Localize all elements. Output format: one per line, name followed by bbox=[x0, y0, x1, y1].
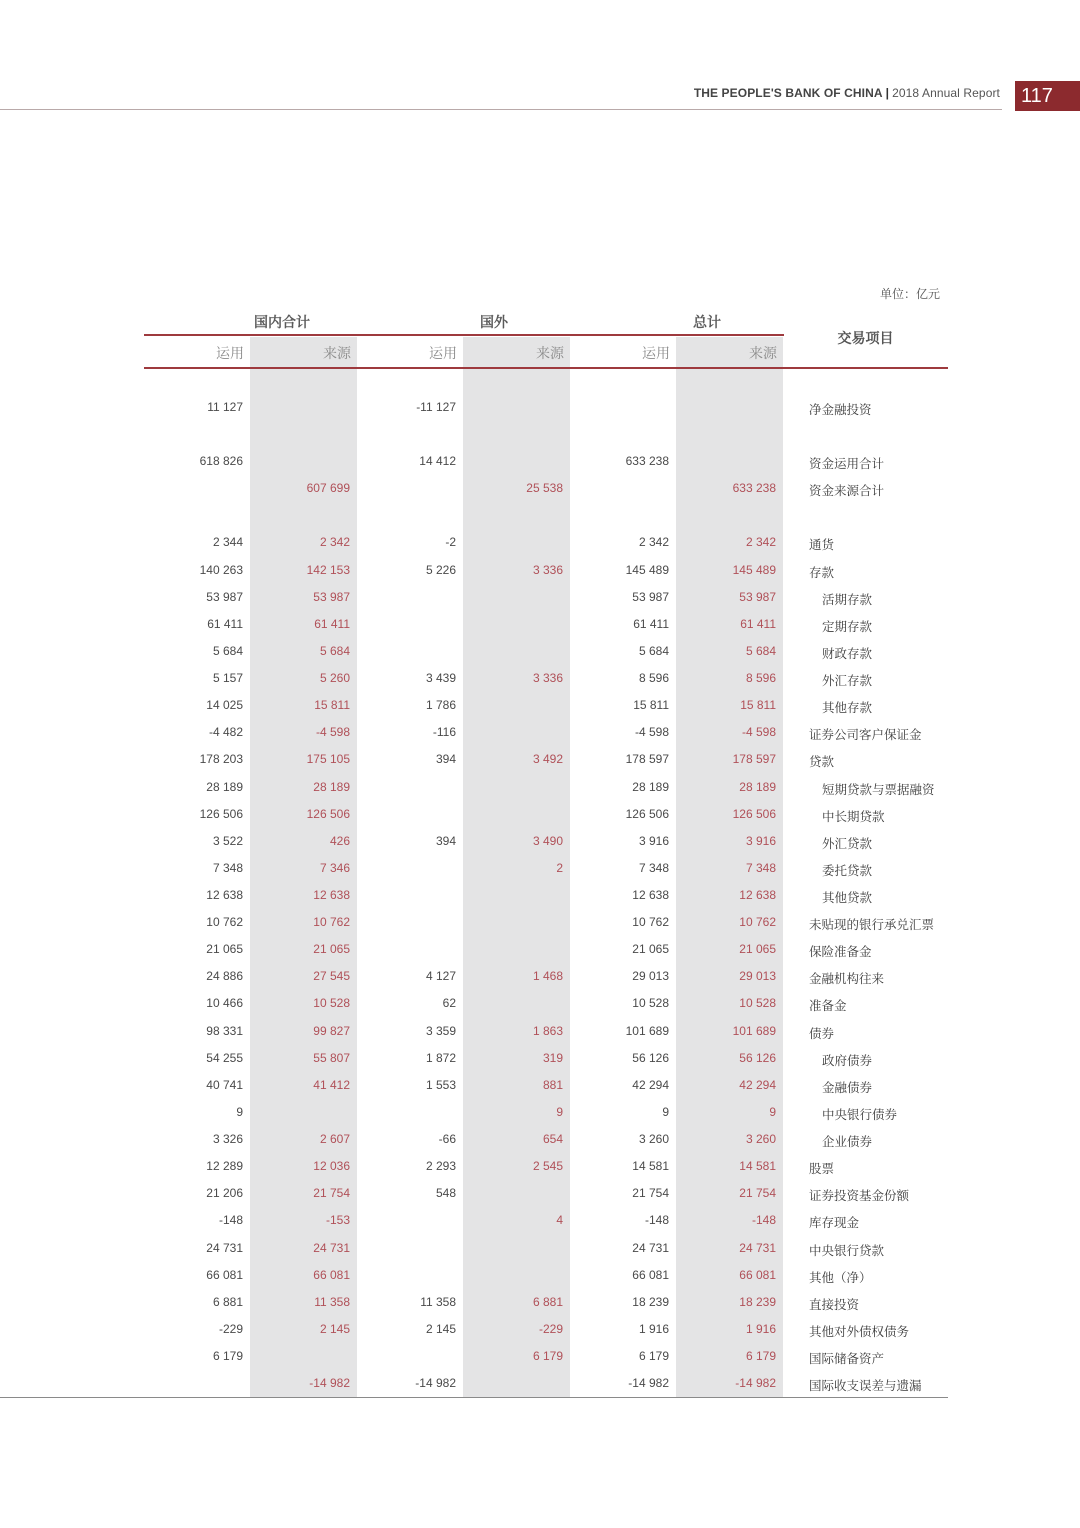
use-value-cell: -14 982 bbox=[415, 1376, 456, 1390]
table-row bbox=[0, 834, 1080, 854]
source-value-cell: 24 731 bbox=[313, 1241, 350, 1255]
source-value-cell: 14 581 bbox=[739, 1159, 776, 1173]
use-value-cell: 40 741 bbox=[206, 1078, 243, 1092]
use-value-cell: -14 982 bbox=[628, 1376, 669, 1390]
use-value-cell: 11 127 bbox=[207, 400, 243, 414]
item-label: 准备金 bbox=[809, 999, 847, 1013]
source-value-cell: 55 807 bbox=[313, 1051, 350, 1065]
table-row bbox=[0, 563, 1080, 583]
source-value-cell: 3 336 bbox=[532, 671, 563, 685]
table-row bbox=[0, 1349, 1080, 1369]
source-value-cell: 6 881 bbox=[532, 1295, 563, 1309]
page-number: 117 bbox=[1015, 81, 1080, 111]
source-value-cell: 178 597 bbox=[732, 752, 776, 766]
use-value-cell: 1 916 bbox=[638, 1322, 669, 1336]
source-value-cell: 654 bbox=[542, 1132, 563, 1146]
use-value-cell: 66 081 bbox=[206, 1268, 243, 1282]
source-value-cell: 5 684 bbox=[319, 644, 350, 658]
source-value-cell: 29 013 bbox=[739, 969, 776, 983]
source-value-cell: 7 348 bbox=[745, 861, 776, 875]
column-header-rule bbox=[144, 367, 948, 369]
source-value-cell: 3 260 bbox=[745, 1132, 776, 1146]
source-value-cell: 2 607 bbox=[319, 1132, 350, 1146]
use-value-cell: 618 826 bbox=[199, 454, 243, 468]
item-label: 政府债券 bbox=[822, 1054, 873, 1068]
use-value-cell: 2 293 bbox=[425, 1159, 456, 1173]
sub-header-source: 来源 bbox=[323, 345, 351, 361]
source-value-cell: 56 126 bbox=[739, 1051, 776, 1065]
table-row bbox=[0, 1051, 1080, 1071]
use-value-cell: 53 987 bbox=[632, 590, 669, 604]
use-value-cell: 11 358 bbox=[420, 1295, 456, 1309]
sub-header-use: 运用 bbox=[429, 345, 457, 361]
header-separator: | bbox=[885, 86, 890, 100]
source-value-cell: 3 336 bbox=[532, 563, 563, 577]
use-value-cell: 633 238 bbox=[625, 454, 669, 468]
item-label: 未贴现的银行承兑汇票 bbox=[809, 918, 935, 932]
table-row bbox=[0, 861, 1080, 881]
use-value-cell: 42 294 bbox=[632, 1078, 669, 1092]
item-label: 资金来源合计 bbox=[809, 484, 885, 498]
source-value-cell: 2 145 bbox=[319, 1322, 350, 1336]
source-value-cell: 881 bbox=[542, 1078, 563, 1092]
use-value-cell: 5 226 bbox=[425, 563, 456, 577]
source-value-cell: 61 411 bbox=[740, 617, 776, 631]
use-value-cell: 10 466 bbox=[206, 996, 243, 1010]
use-value-cell: 178 597 bbox=[625, 752, 669, 766]
use-value-cell: 6 881 bbox=[212, 1295, 243, 1309]
table-row bbox=[0, 915, 1080, 935]
use-value-cell: 24 731 bbox=[632, 1241, 669, 1255]
source-value-cell: 27 545 bbox=[313, 969, 350, 983]
source-value-cell: 18 239 bbox=[739, 1295, 776, 1309]
source-value-cell: 10 528 bbox=[739, 996, 776, 1010]
item-label: 定期存款 bbox=[822, 620, 873, 634]
use-value-cell: 2 344 bbox=[212, 535, 243, 549]
source-value-cell: 126 506 bbox=[306, 807, 350, 821]
sub-header-use: 运用 bbox=[642, 345, 670, 361]
source-value-cell: 142 153 bbox=[306, 563, 350, 577]
source-value-cell: 9 bbox=[556, 1105, 563, 1119]
item-label: 活期存款 bbox=[822, 593, 873, 607]
table-row bbox=[0, 1024, 1080, 1044]
table-row bbox=[0, 780, 1080, 800]
header-rule bbox=[0, 109, 1002, 110]
source-value-cell: 10 528 bbox=[313, 996, 350, 1010]
source-value-cell: 145 489 bbox=[732, 563, 776, 577]
table-row bbox=[0, 752, 1080, 772]
use-value-cell: 5 157 bbox=[212, 671, 243, 685]
source-value-cell: 21 065 bbox=[313, 942, 350, 956]
use-value-cell: 9 bbox=[662, 1105, 669, 1119]
source-value-cell: 4 bbox=[556, 1213, 563, 1227]
running-header bbox=[694, 86, 1000, 100]
item-label: 通货 bbox=[809, 538, 835, 552]
use-value-cell: 14 412 bbox=[419, 454, 456, 468]
source-value-cell: 66 081 bbox=[313, 1268, 350, 1282]
use-value-cell: -4 482 bbox=[208, 725, 243, 739]
table-row bbox=[0, 1132, 1080, 1152]
source-value-cell: 28 189 bbox=[313, 780, 350, 794]
source-value-cell: 41 412 bbox=[313, 1078, 350, 1092]
item-label: 债券 bbox=[809, 1027, 835, 1041]
group-header-total: 总计 bbox=[693, 314, 721, 330]
source-value-cell: -153 bbox=[325, 1213, 350, 1227]
source-value-cell: 6 179 bbox=[532, 1349, 563, 1363]
use-value-cell: 14 025 bbox=[206, 698, 243, 712]
report-title: 2018 Annual Report bbox=[892, 86, 1000, 100]
use-value-cell: 3 359 bbox=[425, 1024, 456, 1038]
unit-label: 单位：亿元 bbox=[879, 287, 940, 301]
source-value-cell: 3 490 bbox=[532, 834, 563, 848]
use-value-cell: 1 553 bbox=[425, 1078, 456, 1092]
source-value-cell: 2 bbox=[556, 861, 563, 875]
source-value-cell: 126 506 bbox=[732, 807, 776, 821]
table-row bbox=[0, 1268, 1080, 1288]
item-column-header: 交易项目 bbox=[837, 330, 894, 346]
source-value-cell: 12 638 bbox=[739, 888, 776, 902]
item-label: 库存现金 bbox=[809, 1216, 860, 1230]
source-value-cell: 15 811 bbox=[314, 698, 350, 712]
source-value-cell: -4 598 bbox=[741, 725, 776, 739]
table-row bbox=[0, 1213, 1080, 1233]
source-value-cell: 3 492 bbox=[532, 752, 563, 766]
use-value-cell: 2 145 bbox=[425, 1322, 456, 1336]
source-value-cell: 8 596 bbox=[745, 671, 776, 685]
use-value-cell: 394 bbox=[435, 834, 456, 848]
use-value-cell: 1 786 bbox=[425, 698, 456, 712]
table-row bbox=[0, 671, 1080, 691]
table-row bbox=[0, 996, 1080, 1016]
use-value-cell: 21 206 bbox=[206, 1186, 243, 1200]
use-value-cell: 18 239 bbox=[632, 1295, 669, 1309]
use-value-cell: 3 326 bbox=[212, 1132, 243, 1146]
table-row bbox=[0, 969, 1080, 989]
use-value-cell: 21 065 bbox=[632, 942, 669, 956]
use-value-cell: 54 255 bbox=[206, 1051, 243, 1065]
item-label: 外汇贷款 bbox=[822, 837, 873, 851]
item-label: 国际收支误差与遗漏 bbox=[809, 1379, 922, 1393]
use-value-cell: -116 bbox=[432, 725, 456, 739]
source-value-cell: 9 bbox=[769, 1105, 776, 1119]
source-value-cell: 5 684 bbox=[745, 644, 776, 658]
table-row bbox=[0, 481, 1080, 501]
source-value-cell: 607 699 bbox=[306, 481, 350, 495]
source-value-cell: 28 189 bbox=[739, 780, 776, 794]
use-value-cell: 5 684 bbox=[638, 644, 669, 658]
use-value-cell: -66 bbox=[438, 1132, 456, 1146]
source-value-cell: 1 863 bbox=[532, 1024, 563, 1038]
use-value-cell: 29 013 bbox=[632, 969, 669, 983]
source-value-cell: -14 982 bbox=[309, 1376, 350, 1390]
item-label: 存款 bbox=[809, 566, 835, 580]
use-value-cell: 126 506 bbox=[199, 807, 243, 821]
table-row bbox=[0, 1159, 1080, 1179]
item-label: 其他贷款 bbox=[822, 891, 873, 905]
table-row bbox=[0, 807, 1080, 827]
table-row bbox=[0, 535, 1080, 555]
use-value-cell: 14 581 bbox=[632, 1159, 669, 1173]
use-value-cell: 6 179 bbox=[638, 1349, 669, 1363]
use-value-cell: 178 203 bbox=[199, 752, 243, 766]
table-row bbox=[0, 1322, 1080, 1342]
use-value-cell: 53 987 bbox=[206, 590, 243, 604]
source-value-cell: 24 731 bbox=[739, 1241, 776, 1255]
use-value-cell: 140 263 bbox=[199, 563, 243, 577]
use-value-cell: 5 684 bbox=[212, 644, 243, 658]
item-label: 证券公司客户保证金 bbox=[809, 728, 922, 742]
sub-header-use: 运用 bbox=[216, 345, 244, 361]
source-value-cell: 12 638 bbox=[313, 888, 350, 902]
table-row bbox=[0, 400, 1080, 420]
source-value-cell: 10 762 bbox=[739, 915, 776, 929]
item-label: 企业债券 bbox=[822, 1135, 873, 1149]
use-value-cell: -2 bbox=[445, 535, 456, 549]
use-value-cell: 101 689 bbox=[625, 1024, 669, 1038]
use-value-cell: 10 528 bbox=[632, 996, 669, 1010]
use-value-cell: 12 289 bbox=[206, 1159, 243, 1173]
item-label: 其他（净） bbox=[809, 1271, 872, 1285]
group-header-rule bbox=[144, 334, 784, 336]
use-value-cell: 8 596 bbox=[638, 671, 669, 685]
use-value-cell: 3 916 bbox=[638, 834, 669, 848]
source-value-cell: 21 754 bbox=[313, 1186, 350, 1200]
table-row bbox=[0, 1295, 1080, 1315]
table-bottom-rule bbox=[0, 1397, 948, 1398]
source-value-cell: 7 346 bbox=[319, 861, 350, 875]
item-label: 委托贷款 bbox=[822, 864, 873, 878]
use-value-cell: -11 127 bbox=[416, 400, 456, 414]
use-value-cell: 9 bbox=[236, 1105, 243, 1119]
use-value-cell: 12 638 bbox=[206, 888, 243, 902]
table-row bbox=[0, 1105, 1080, 1125]
table-row bbox=[0, 1186, 1080, 1206]
item-label: 保险准备金 bbox=[809, 945, 872, 959]
use-value-cell: 1 872 bbox=[425, 1051, 456, 1065]
use-value-cell: 3 260 bbox=[638, 1132, 669, 1146]
item-label: 短期贷款与票据融资 bbox=[822, 783, 935, 797]
table-row bbox=[0, 725, 1080, 745]
item-label: 金融机构往来 bbox=[809, 972, 885, 986]
table-row bbox=[0, 942, 1080, 962]
use-value-cell: 21 065 bbox=[206, 942, 243, 956]
table-row bbox=[0, 454, 1080, 474]
use-value-cell: 7 348 bbox=[638, 861, 669, 875]
source-value-cell: -229 bbox=[538, 1322, 563, 1336]
source-value-cell: 53 987 bbox=[313, 590, 350, 604]
use-value-cell: 28 189 bbox=[206, 780, 243, 794]
source-value-cell: -4 598 bbox=[315, 725, 350, 739]
use-value-cell: 61 411 bbox=[633, 617, 669, 631]
use-value-cell: 2 342 bbox=[638, 535, 669, 549]
table-row bbox=[0, 617, 1080, 637]
bank-name: THE PEOPLE'S BANK OF CHINA bbox=[693, 86, 883, 100]
source-value-cell: 12 036 bbox=[313, 1159, 350, 1173]
source-value-cell: 175 105 bbox=[306, 752, 350, 766]
group-header-foreign: 国外 bbox=[480, 314, 508, 330]
source-value-cell: 101 689 bbox=[732, 1024, 776, 1038]
use-value-cell: 61 411 bbox=[207, 617, 243, 631]
item-label: 其他对外债权债务 bbox=[809, 1325, 910, 1339]
source-value-cell: 42 294 bbox=[739, 1078, 776, 1092]
item-label: 贷款 bbox=[809, 755, 835, 769]
item-label: 中央银行债券 bbox=[822, 1108, 898, 1122]
use-value-cell: 15 811 bbox=[633, 698, 669, 712]
use-value-cell: 10 762 bbox=[632, 915, 669, 929]
source-value-cell: 53 987 bbox=[739, 590, 776, 604]
source-value-cell: 319 bbox=[542, 1051, 563, 1065]
source-value-cell: 6 179 bbox=[745, 1349, 776, 1363]
table-row bbox=[0, 590, 1080, 610]
item-label: 国际储备资产 bbox=[809, 1352, 885, 1366]
source-value-cell: 66 081 bbox=[739, 1268, 776, 1282]
source-value-cell: 61 411 bbox=[314, 617, 350, 631]
use-value-cell: 7 348 bbox=[212, 861, 243, 875]
source-value-cell: 1 468 bbox=[532, 969, 563, 983]
source-value-cell: 426 bbox=[329, 834, 350, 848]
use-value-cell: -229 bbox=[218, 1322, 243, 1336]
use-value-cell: -4 598 bbox=[634, 725, 669, 739]
use-value-cell: 145 489 bbox=[625, 563, 669, 577]
source-value-cell: 99 827 bbox=[313, 1024, 350, 1038]
table-row bbox=[0, 1241, 1080, 1261]
item-label: 金融债券 bbox=[822, 1081, 873, 1095]
use-value-cell: 62 bbox=[442, 996, 456, 1010]
table-row bbox=[0, 698, 1080, 718]
sub-header-source: 来源 bbox=[749, 345, 777, 361]
use-value-cell: 3 439 bbox=[425, 671, 456, 685]
source-value-cell: 2 342 bbox=[745, 535, 776, 549]
source-value-cell: 10 762 bbox=[313, 915, 350, 929]
use-value-cell: 6 179 bbox=[212, 1349, 243, 1363]
use-value-cell: 394 bbox=[435, 752, 456, 766]
table-row bbox=[0, 1078, 1080, 1098]
use-value-cell: 56 126 bbox=[632, 1051, 669, 1065]
item-label: 其他存款 bbox=[822, 701, 873, 715]
use-value-cell: 548 bbox=[435, 1186, 456, 1200]
item-label: 财政存款 bbox=[822, 647, 873, 661]
use-value-cell: 10 762 bbox=[206, 915, 243, 929]
use-value-cell: 28 189 bbox=[632, 780, 669, 794]
item-label: 中长期贷款 bbox=[822, 810, 885, 824]
item-label: 中央银行贷款 bbox=[809, 1244, 885, 1258]
use-value-cell: 24 731 bbox=[206, 1241, 243, 1255]
source-value-cell: 2 342 bbox=[319, 535, 350, 549]
source-value-cell: 21 065 bbox=[739, 942, 776, 956]
item-label: 股票 bbox=[809, 1162, 835, 1176]
table-row bbox=[0, 888, 1080, 908]
table-row bbox=[0, 644, 1080, 664]
item-label: 证券投资基金份额 bbox=[809, 1189, 910, 1203]
source-value-cell: 21 754 bbox=[739, 1186, 776, 1200]
source-value-cell: 15 811 bbox=[740, 698, 776, 712]
source-value-cell: 1 916 bbox=[745, 1322, 776, 1336]
source-value-cell: -148 bbox=[751, 1213, 776, 1227]
use-value-cell: -148 bbox=[644, 1213, 669, 1227]
source-value-cell: 11 358 bbox=[314, 1295, 350, 1309]
source-value-cell: 2 545 bbox=[532, 1159, 563, 1173]
use-value-cell: 98 331 bbox=[206, 1024, 243, 1038]
group-header-domestic: 国内合计 bbox=[254, 314, 310, 330]
table-row bbox=[0, 1376, 1080, 1396]
use-value-cell: 4 127 bbox=[425, 969, 456, 983]
use-value-cell: -148 bbox=[218, 1213, 243, 1227]
sub-header-source: 来源 bbox=[536, 345, 564, 361]
use-value-cell: 126 506 bbox=[625, 807, 669, 821]
source-value-cell: -14 982 bbox=[735, 1376, 776, 1390]
use-value-cell: 12 638 bbox=[632, 888, 669, 902]
use-value-cell: 66 081 bbox=[632, 1268, 669, 1282]
source-value-cell: 25 538 bbox=[526, 481, 563, 495]
use-value-cell: 24 886 bbox=[206, 969, 243, 983]
item-label: 外汇存款 bbox=[822, 674, 873, 688]
item-label: 资金运用合计 bbox=[809, 457, 885, 471]
source-value-cell: 633 238 bbox=[732, 481, 776, 495]
use-value-cell: 21 754 bbox=[632, 1186, 669, 1200]
source-value-cell: 5 260 bbox=[319, 671, 350, 685]
source-value-cell: 3 916 bbox=[745, 834, 776, 848]
item-label: 直接投资 bbox=[809, 1298, 860, 1312]
use-value-cell: 3 522 bbox=[212, 834, 243, 848]
item-label: 净金融投资 bbox=[809, 403, 872, 417]
